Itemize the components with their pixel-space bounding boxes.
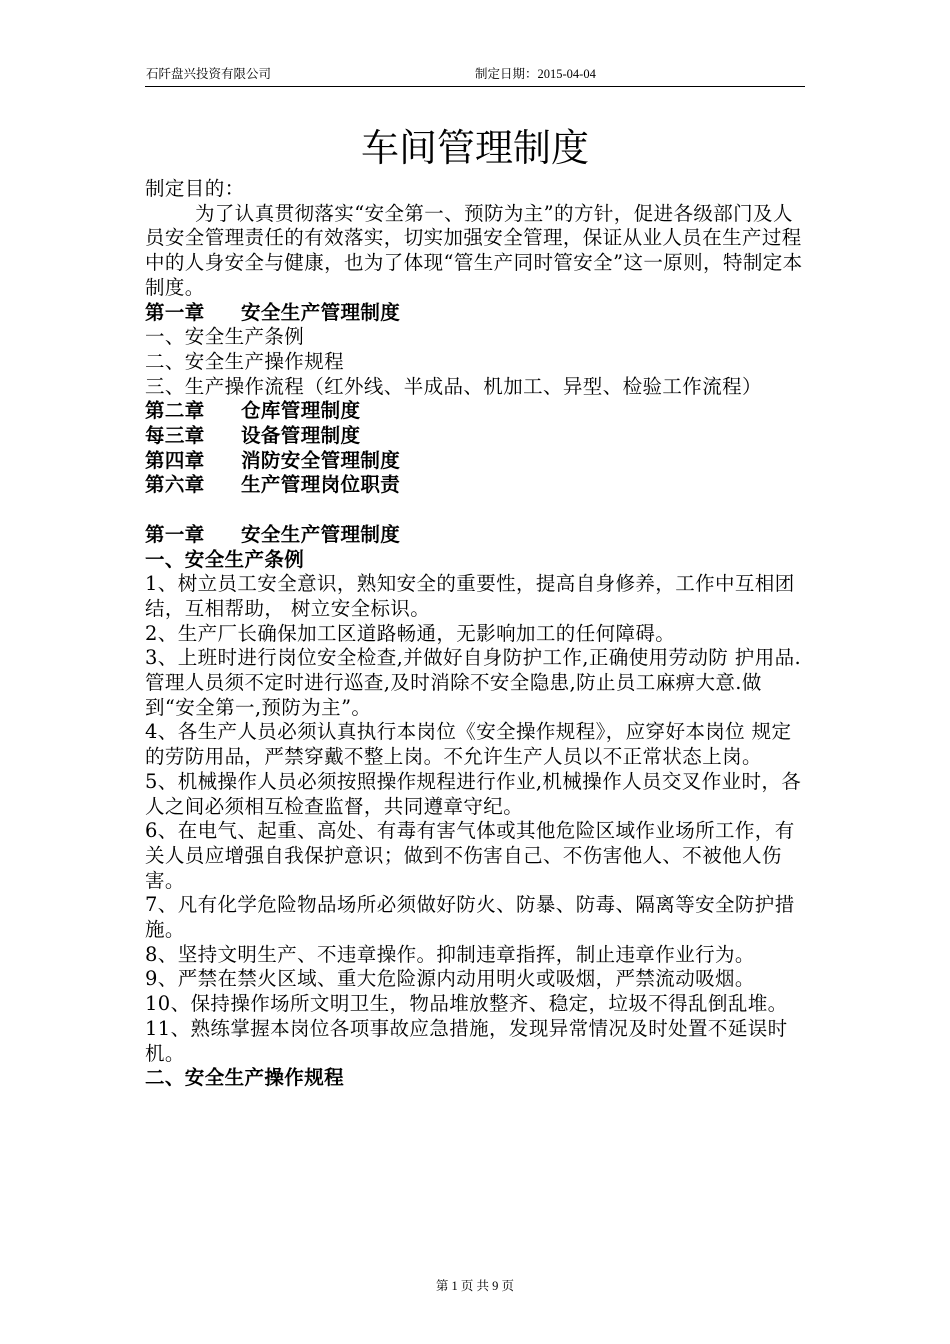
toc-item: 一、安全生产条例 [145,325,305,349]
chapter-1-heading: 第一章 安全生产管理制度 [145,522,401,546]
toc-chapter-3: 每三章 设备管理制度 [145,424,361,448]
purpose-label: 制定目的： [145,177,245,200]
company-name: 石阡盘兴投资有限公司 [146,67,272,81]
rule-item: 10、保持操作场所文明卫生，物品堆放整齐、稳定，垃圾不得乱倒乱堆。 [145,992,788,1016]
rule-item: 4、各生产人员必须认真执行本岗位《安全操作规程》，应穿好本岗位 规定的劳防用品，严禁穿戴不整上岗。不允许生产人员以不正常状态上岗。 [145,720,792,769]
toc-chapter-6: 第六章 生产管理岗位职责 [145,473,401,497]
rule-item: 7、凡有化学危险物品场所必须做好防火、防暴、防毒、隔离等安全防护措施。 [145,893,795,942]
purpose-text: 为了认真贯彻落实“安全第一、预防为主”的方针，促进各级部门及人员安全管理责任的有效落实，切实加强安全管理，保证从业人员在生产过程中的人身安全与健康，也为了体现“管生产同时管安全”这一原则，特制定本制度。 [145,201,803,299]
toc-item: 三、生产操作流程（红外线、半成品、机加工、异型、检验工作流程） [145,374,762,398]
rule-item: 8、坚持文明生产、不违章操作。抑制违章指挥，制止违章作业行为。 [145,942,755,966]
rule-item: 9、严禁在禁火区域、重大危险源内动用明火或吸烟，严禁流动吸烟。 [145,967,755,991]
page-header [145,66,805,87]
spacer [145,498,809,523]
rule-item: 2、生产厂长确保加工区道路畅通，无影响加工的任何障碍。 [145,621,676,645]
document-title: 车间管理制度 [360,126,589,170]
rule-item: 11、熟练掌握本岗位各项事故应急措施，发现异常情况及时处置不延误时机。 [145,1016,788,1065]
toc-chapter-2: 第二章 仓库管理制度 [145,399,361,423]
rule-item: 5、机械操作人员必须按照操作规程进行作业,机械操作人员交叉作业时，各人之间必须相互检查监督，共同遵章守纪。 [145,769,802,818]
document-body [145,177,809,1091]
creation-date: 制定日期：2015-04-04 [475,67,596,81]
page-footer: 第 1 页 共 9 页 [435,1279,515,1293]
toc-chapter-4: 第四章 消防安全管理制度 [145,448,401,472]
toc-chapter-1: 第一章 安全生产管理制度 [145,300,401,324]
rule-item: 6、在电气、起重、高处、有毒有害气体或其他危险区域作业场所工作，有关人员应增强自我保护意识；做到不伤害自己、不伤害他人、不被他人伤害。 [145,819,795,892]
toc-item: 二、安全生产操作规程 [145,349,345,373]
section-1-heading: 一、安全生产条例 [145,547,305,571]
section-2-heading: 二、安全生产操作规程 [145,1066,345,1090]
rule-item: 3、上班时进行岗位安全检查,并做好自身防护工作,正确使用劳动防 护用品.管理人员须不定时进行巡查,及时消除不安全隐患,防止员工麻痹大意.做到“安全第一,预防为主”。 [145,646,802,719]
rule-item: 1、树立员工安全意识，熟知安全的重要性，提高自身修养，工作中互相团结，互相帮助， 树立安全标识。 [145,572,795,620]
